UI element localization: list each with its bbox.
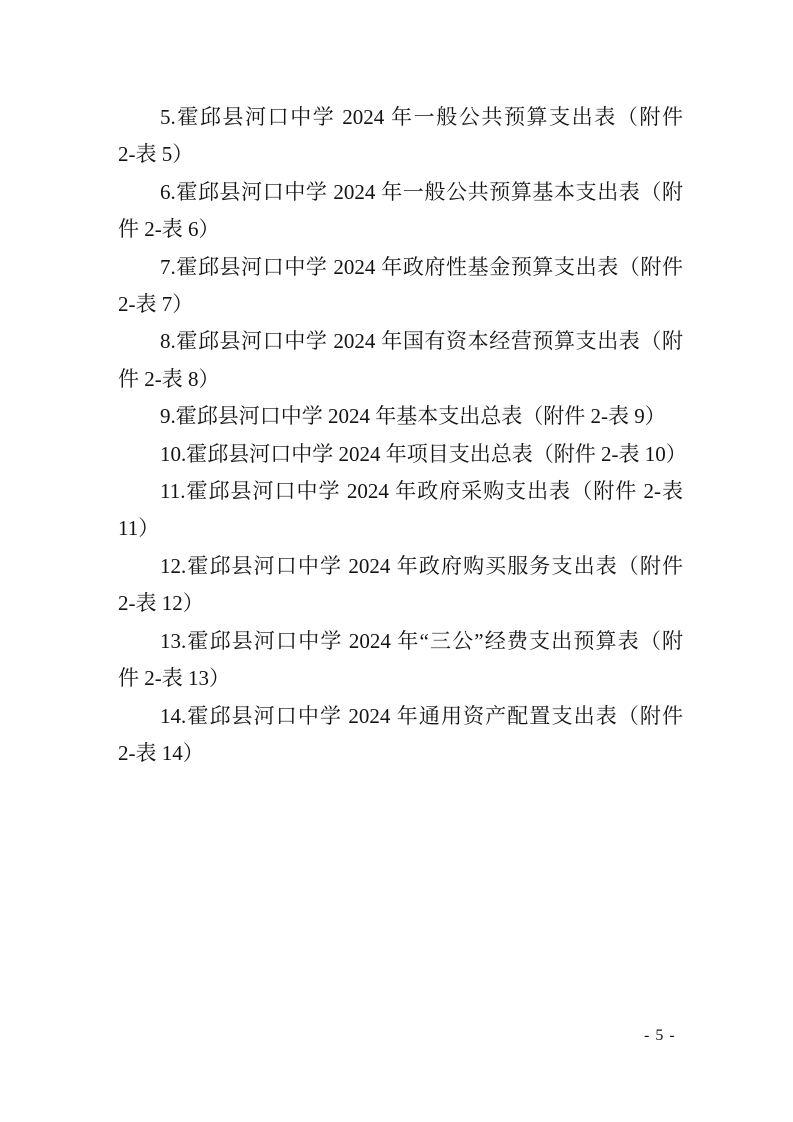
attachment-item-12-line-1: 12.霍邱县河口中学 2024 年政府购买服务支出表（附件 (160, 553, 683, 578)
attachment-item-9-line-1: 9.霍邱县河口中学 2024 年基本支出总表（附件 2-表 9） (160, 404, 666, 429)
attachment-item-6-line-2: 件 2-表 6） (118, 217, 220, 242)
attachment-item-11 (118, 473, 683, 548)
attachment-item-7-line-2: 2-表 7） (118, 292, 194, 317)
attachment-item-13 (118, 623, 683, 698)
attachment-item-10 (118, 436, 687, 473)
attachment-item-7 (118, 249, 683, 324)
attachment-item-8-line-1: 8.霍邱县河口中学 2024 年国有资本经营预算支出表（附 (160, 329, 683, 354)
attachment-item-8 (118, 323, 683, 398)
attachment-item-14-line-1: 14.霍邱县河口中学 2024 年通用资产配置支出表（附件 (160, 703, 683, 728)
attachment-item-12 (118, 548, 683, 623)
attachment-item-14-line-2: 2-表 14） (118, 740, 204, 765)
attachment-item-5-line-2: 2-表 5） (118, 142, 194, 167)
attachment-list (118, 99, 687, 772)
attachment-item-11-line-2: 11） (118, 516, 160, 541)
attachment-item-13-line-1: 13.霍邱县河口中学 2024 年“三公”经费支出预算表（附 (160, 628, 683, 653)
attachment-item-5-line-1: 5.霍邱县河口中学 2024 年一般公共预算支出表（附件 (160, 105, 683, 129)
attachment-item-5 (118, 99, 683, 174)
attachment-item-7-line-1: 7.霍邱县河口中学 2024 年政府性基金预算支出表（附件 (160, 254, 683, 279)
attachment-item-14 (118, 698, 683, 773)
attachment-item-12-line-2: 2-表 12） (118, 591, 204, 616)
attachment-item-8-line-2: 件 2-表 8） (118, 366, 220, 391)
attachment-item-10-line-1: 10.霍邱县河口中学 2024 年项目支出总表（附件 2-表 10） (160, 441, 687, 466)
attachment-item-13-line-2: 件 2-表 13） (118, 666, 230, 691)
attachment-item-6 (118, 174, 683, 249)
attachment-item-6-line-1: 6.霍邱县河口中学 2024 年一般公共预算基本支出表（附 (160, 179, 683, 204)
attachment-item-9 (118, 398, 683, 435)
attachment-item-11-line-1: 11.霍邱县河口中学 2024 年政府采购支出表（附件 2-表 (160, 479, 683, 504)
page-number: - 5 - (644, 1027, 676, 1044)
